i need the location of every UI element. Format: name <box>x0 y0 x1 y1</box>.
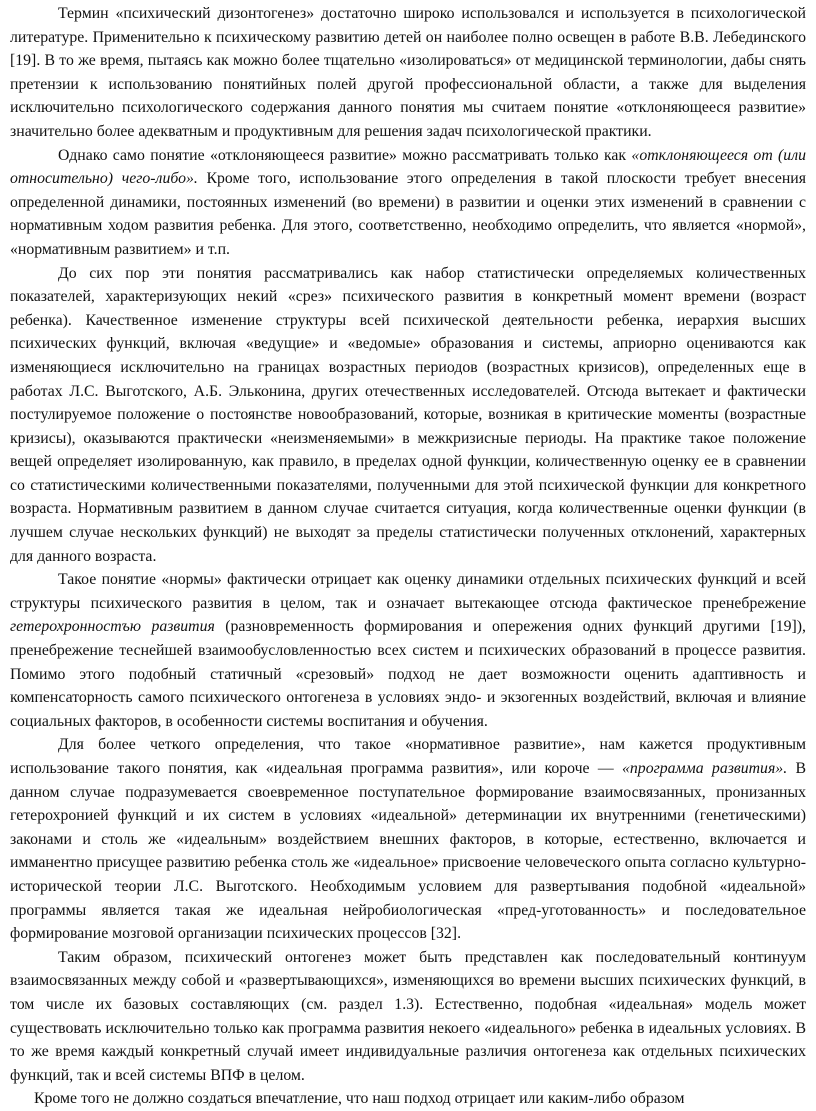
text-segment: Таким образом, психический онтогенез может быть представлен как последовательный континуум взаимосвязанных между собой и «развертывающихся», изменяющихся во времени высших психических функций, в том числе их базовых составляющих (см. раздел 1.3). Естественно, подобная «идеальная» модель может существовать исключительно только как программа развития некоего «идеального» ребенка в идеальных условиях. В то же время каждый конкретный случай имеет индивидуальные различия онтогенеза как отдельных психических функций, так и всей системы ВПФ в целом. <box>10 948 806 1084</box>
paragraph-continuation <box>10 1087 806 1111</box>
italic-text-segment: «программа развития». <box>622 760 788 777</box>
text-segment: Однако само понятие «отклоняющееся развитие» можно рассматривать только как <box>58 146 632 164</box>
text-segment: Такое понятие «нормы» фактически отрицает как оценку динамики отдельных психических функций и всей структуры психического развития в целом, так и означает вытекающее отсюда фактическое пренебрежение <box>10 571 806 612</box>
text-segment: В данном случае подразумевается своевременное поступательное формирование взаимосвязанных, пронизанных гетерохронией функций и их систем в условиях «идеальной» детерминации их внутренними (генетическими) законами и столь же «идеальным» воздействием внешних факторов, в которые, естественно, включается и имманентно присущее развитию ребенка столь же «идеальное» присвоение человеческого опыта согласно культурно-исторической теории Л.С. Выготского. Необходимым условием для развертывания подобной «идеальной» программы является такая же идеальная нейробиологическая «пред-уготованность» и последовательное формирование мозговой организации психических процессов [32]. <box>10 760 806 943</box>
text-segment: Кроме того не должно создаться впечатление, что наш подход отрицает или каким-либо образом <box>34 1090 685 1108</box>
text-segment: Кроме того, использование этого определения в такой плоскости требует внесения определенной динамики, постоянных изменений (во времени) в развитии и оценки этих изменений в сравнении с нормативным ходом развития ребенка. Для этого, соответственно, необходимо определить, что является «нормой», «нормативным развитием» и т.п. <box>10 170 807 258</box>
text-segment: До сих пор эти понятия рассматривались как набор статистически определяемых количественных показателей, характеризующих некий «срез» психического развития в конкретный момент времени (возраст ребенка). Качественное изменение структуры всей психической деятельности ребенка, иерархия высших психических функций, включая «ведущие» и «ведомые» образования и системы, априорно оцениваются как изменяющиеся исключительно на границах возрастных периодов (возрастных кризисов), определенных еще в работах Л.С. Выготского, А.Б. Эльконина, других отечественных исследователей. Отсюда вытекает и фактически постулируемое положение о постоянстве новообразований, которые, возникая в критические моменты (возрастные кризисы), оказываются практически «неизменяемыми» в межкризисные периоды. На практике такое положение вещей определяет изолированную, как правило, в пределах одной функции, количественную оценку ее в сравнении со статистическими количественными показателями, полученными для этой психической функции для конкретного возраста. Нормативным развитием в данном случае считается ситуация, когда количественные оценки функции (в лучшем случае нескольких функций) не выходят за пределы статистически полученных отклонений, характерных для данного возраста. <box>10 264 806 565</box>
italic-text-segment: гетерохронностъю развития <box>10 618 215 636</box>
paragraph-statistical-norms <box>10 262 806 569</box>
paragraph-deviant-development <box>10 144 806 262</box>
paragraph-ontogenesis-continuum <box>10 946 806 1088</box>
paragraph-dysontogenesis-term <box>10 2 806 144</box>
paragraph-norm-concept <box>10 568 806 733</box>
paragraph-ideal-program <box>10 733 806 945</box>
text-segment: Для более четкого определения, что такое «нормативное развитие», нам кажется продуктивным использование такого понятия, как «идеальная программа развития», или короче — <box>10 736 806 777</box>
text-segment: Термин «психический дизонтогенез» достаточно широко использовался и используется в психологической литературе. Применительно к психическому развитию детей он наиболее полно освещен в работе В.В. Лебединского [19]. В то же время, пытаясь как можно более тщательно «изолироваться» от медицинской терминологии, дабы снять претензии к использованию понятийных полей другой профессиональной области, а также для выделения исключительно психологического содержания данного понятия мы считаем понятие «отклоняющееся развитие» значительно более адекватным и продуктивным для решения задач психологической практики. <box>10 5 806 140</box>
italic-text-segment: «отклоняющееся от (или относительно) чего-либо». <box>10 146 806 188</box>
text-segment: (разновременность формирования и опережения одних функций другими [19]), пренебрежение теснейшей взаимообусловленностью всех систем и психических образований в процессе развития. Помимо этого подобный статичный «срезовый» подход не дает возможности оценить адаптивность и компенсаторность самого психического онтогенеза в условиях эндо- и экзогенных воздействий, включая и влияние социальных факторов, в особенности системы воспитания и обучения. <box>10 618 806 730</box>
